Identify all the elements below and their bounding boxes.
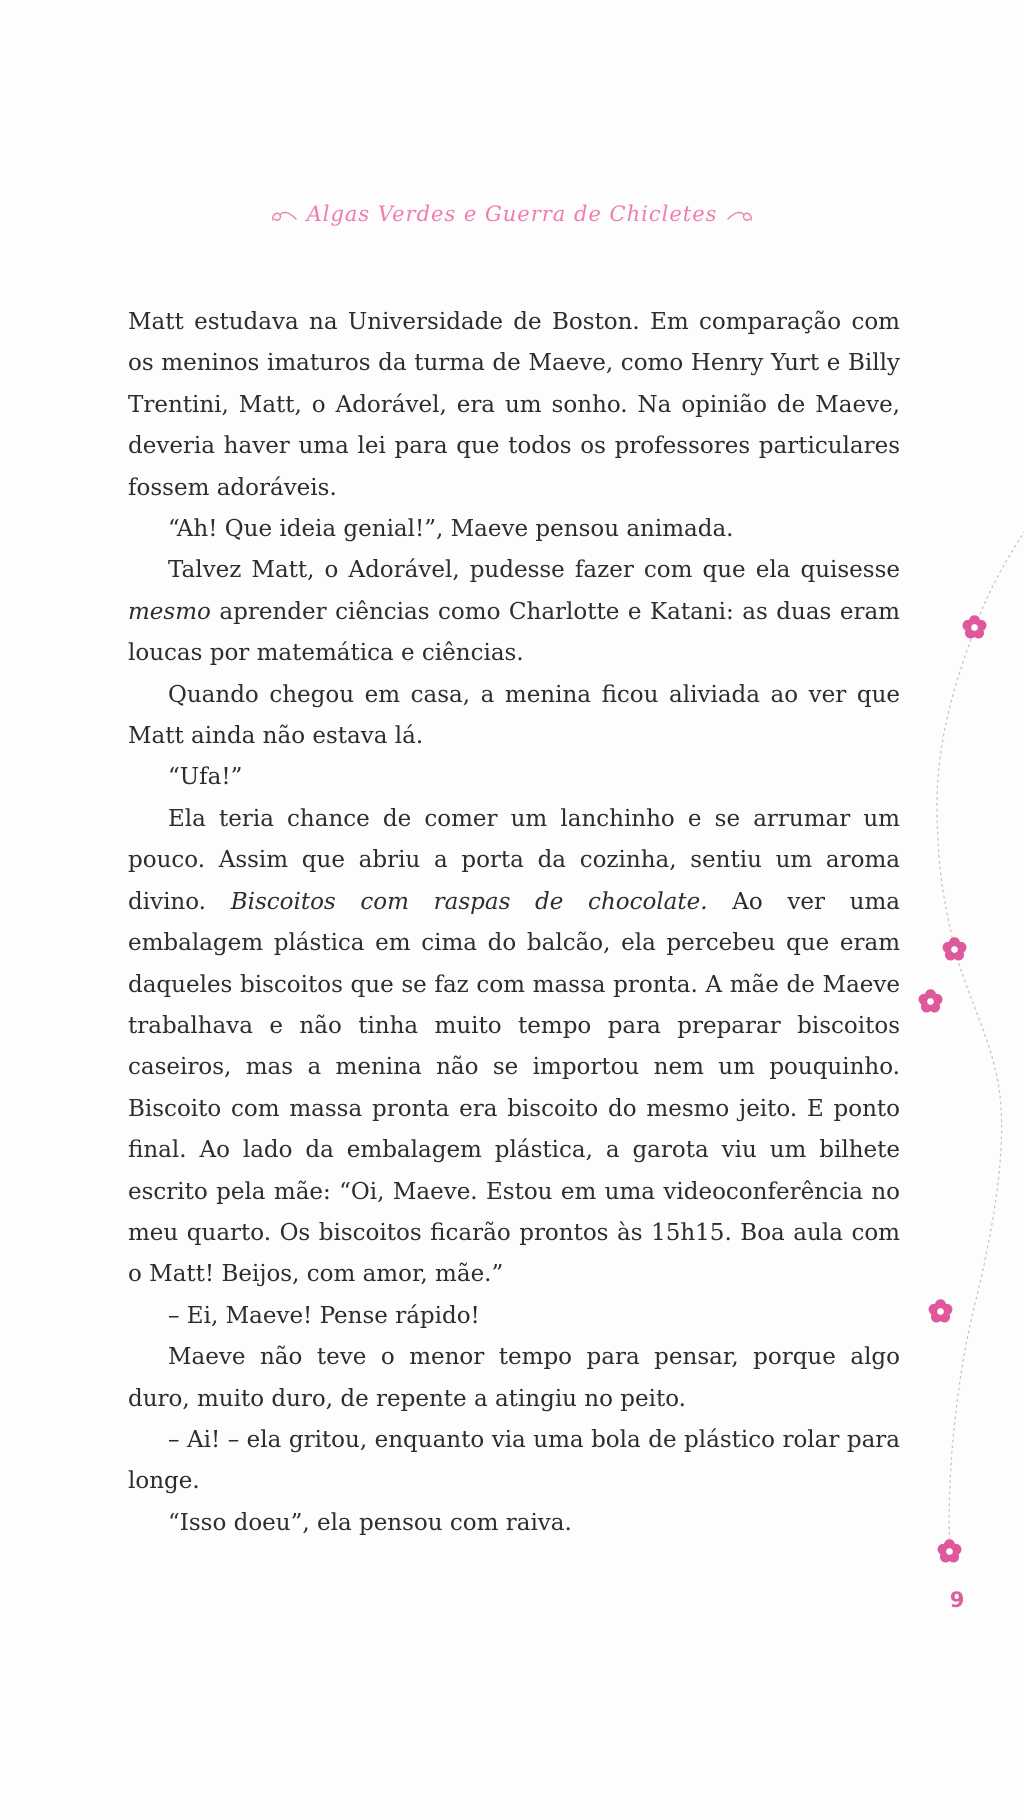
paragraph: Quando chegou em casa, a menina ficou aliviada ao ver que Matt ainda não estava lá. [128, 681, 900, 750]
paragraph: Ela teria chance de comer um lanchinho e se arrumar um pouco. Assim que abriu a porta da cozinha, sentiu um aroma divino. Biscoitos com raspas de chocolate. Ao ver uma embalagem plástica em cima do balcão, ela percebeu que eram daqueles biscoitos que se faz com massa pronta. A mãe de Maeve trabalhava e não tinha muito tempo para preparar biscoitos caseiros, mas a menina não se importou nem um pouquinho. Biscoito com massa pronta era biscoito do mesmo jeito. E ponto final. Ao lado da embalagem plástica, a garota viu um bilhete escrito pela mãe: “Oi, Maeve. Estou em uma videoconferência no meu quarto. Os biscoitos ficarão prontos às 15h15. Boa aula com o Matt! Beijos, com amor, mãe.” [128, 805, 901, 1288]
paragraph: “Ah! Que ideia genial!”, Maeve pensou animada. [168, 516, 734, 543]
swirl-flourish-right-icon [727, 209, 753, 223]
paragraph: Talvez Matt, o Adorável, pudesse fazer com que ela quisesse mesmo aprender ciências como Charlotte e Katani: as duas eram loucas por matemática e ciências. [128, 557, 900, 667]
flower-icon [941, 936, 968, 963]
page-text [128, 302, 900, 1544]
paragraph: “Ufa!” [168, 764, 243, 791]
header-title: Algas Verdes e Guerra de Chicletes [306, 202, 718, 226]
dotted-curve-path [937, 526, 1024, 1552]
paragraph: – Ai! – ela gritou, enquanto via uma bola de plástico rolar para longe. [128, 1426, 900, 1495]
paragraph: “Isso doeu”, ela pensou com raiva. [168, 1509, 572, 1536]
paragraph: – Ei, Maeve! Pense rápido! [168, 1302, 480, 1329]
swirl-flourish-left-icon [271, 209, 297, 223]
paragraph: Matt estudava na Universidade de Boston. Em comparação com os meninos imaturos da turma de Maeve, como Henry Yurt e Billy Trentini, Matt, o Adorável, era um sonho. Na opinião de Maeve, deveria haver uma lei para que todos os professores particulares fossem adoráveis. [128, 309, 900, 501]
flower-icon [927, 1298, 954, 1325]
flower-icon [917, 988, 944, 1015]
flower-icon [961, 614, 988, 641]
page-number: 9 [949, 1588, 965, 1612]
flower-icon [936, 1538, 963, 1565]
running-header [0, 202, 1024, 226]
paragraph: Maeve não teve o menor tempo para pensar, porque algo duro, muito duro, de repente a atingiu no peito. [128, 1344, 900, 1412]
